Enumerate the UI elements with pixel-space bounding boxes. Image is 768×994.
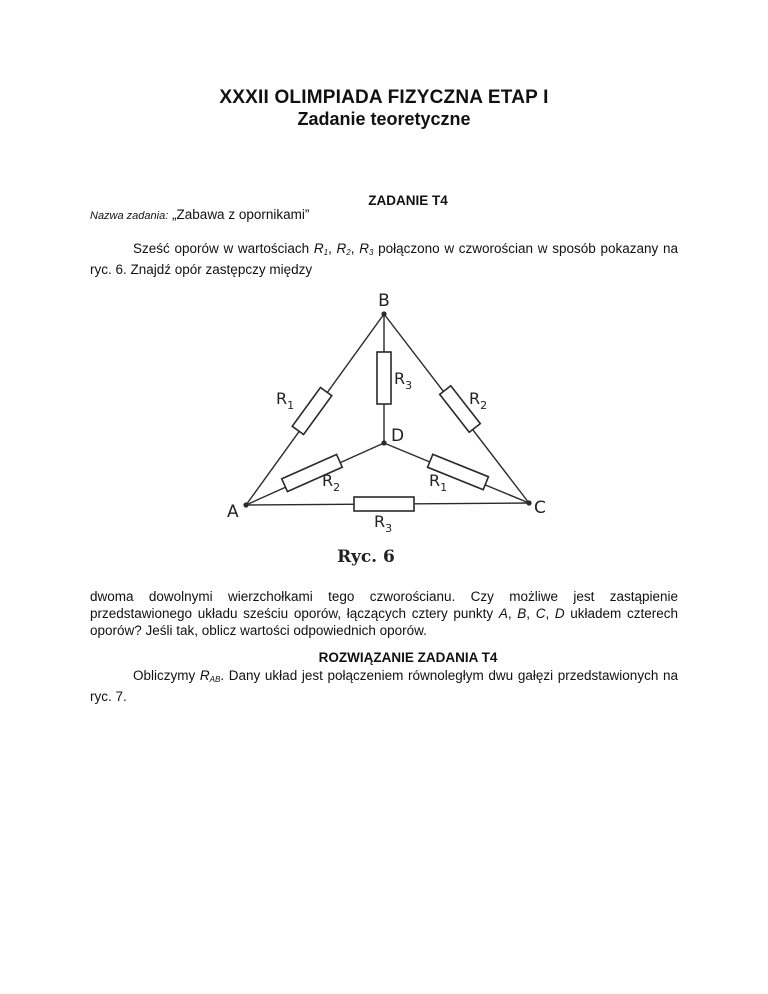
task-name-label: Nazwa zadania:: [90, 210, 169, 222]
point-b: B: [517, 606, 527, 621]
document-subtitle: Zadanie teoretyczne: [297, 109, 471, 129]
resistor-bd: [377, 352, 391, 404]
task-paragraph-2: [90, 588, 678, 639]
resistor-ab: [292, 387, 332, 434]
text-run: układem czterech oporów? Jeśli tak, oblicz wartości odpowiednich oporów.: [90, 606, 678, 638]
node-d-dot: [381, 440, 386, 445]
solution-paragraph: [90, 667, 678, 705]
solution-heading: ROZWIĄZANIE ZADANIA T4: [318, 650, 498, 665]
text-run: dwoma dowolnymi wierzchołkami tego czworościanu. Czy możliwe jest zastąpienie przedstawionego układu sześciu oporów, łączących cztery punkty: [90, 589, 678, 621]
task-name-value: „Zabawa z opornikami”: [172, 207, 310, 222]
tetrahedron-circuit-figure: [218, 286, 548, 570]
node-a-label: A: [227, 502, 239, 522]
var-r3: $R_3$: [359, 241, 374, 257]
resistor-bc-label: $R_2$: [469, 389, 488, 412]
node-b-label: B: [378, 291, 390, 311]
node-b-dot: [381, 311, 386, 316]
node-c-label: C: [534, 498, 546, 518]
resistor-ab-label: $R_1$: [276, 389, 295, 412]
task-paragraph-1: [90, 240, 678, 278]
point-d: D: [554, 606, 565, 621]
resistor-ad-label: $R_2$: [322, 471, 341, 494]
text-run: . Dany układ jest połączeniem równoległym dwu gałęzi przedstawionych na ryc. 7.: [90, 668, 678, 704]
node-d-label: D: [391, 426, 405, 446]
resistor-dc-label: $R_1$: [429, 471, 448, 494]
text-run: ,: [350, 241, 360, 256]
point-a: A: [498, 606, 508, 621]
text-run: ,: [526, 606, 536, 621]
resistor-bd-label: $R_3$: [394, 369, 413, 392]
task-name: [90, 207, 309, 222]
document-title: XXXII OLIMPIADA FIZYCZNA ETAP I: [219, 87, 549, 108]
text-run: ,: [507, 606, 518, 621]
text-run: ,: [328, 241, 337, 256]
task-heading: ZADANIE T4: [368, 193, 448, 208]
var-rab: $R_{AB}$: [199, 668, 221, 684]
resistor-ac: [354, 497, 414, 511]
var-r1: $R_1$: [313, 241, 329, 257]
node-c-dot: [526, 500, 531, 505]
text-run: Obliczymy: [133, 668, 200, 683]
text-run: Sześć oporów w wartościach: [133, 241, 314, 256]
resistor-ac-label: $R_3$: [374, 512, 393, 535]
text-run: połączono w czworościan w sposób pokazany na ryc. 6. Znajdź opór zastępczy między: [90, 241, 678, 277]
text-run: ,: [545, 606, 555, 621]
node-a-dot: [243, 502, 248, 507]
figure-caption: Ryc. 6: [337, 547, 395, 567]
point-c: C: [535, 606, 546, 621]
var-r2: $R_2$: [336, 241, 351, 257]
